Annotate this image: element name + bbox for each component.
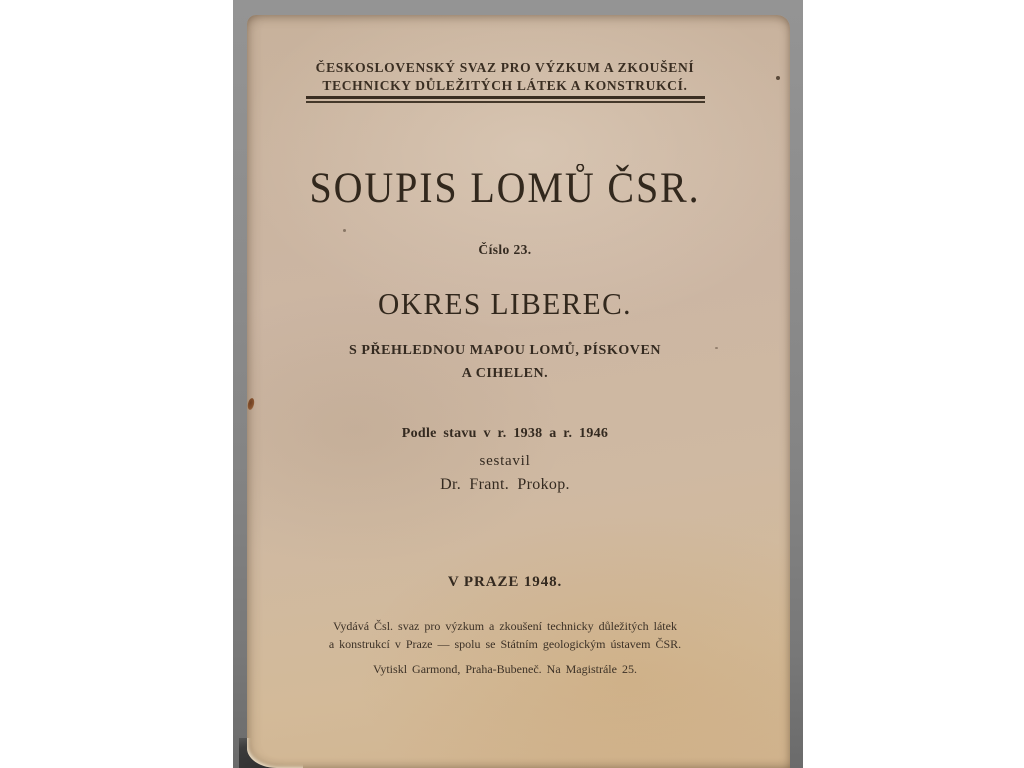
book-photo (233, 0, 803, 768)
district-title: OKRES LIBEREC. (378, 286, 632, 321)
printer-line: Vytiskl Garmond, Praha-Bubeneč. Na Magistrále 25. (373, 662, 637, 676)
cover-text-block (247, 15, 763, 768)
status-note: Podle stavu v r. 1938 a r. 1946 (401, 426, 609, 441)
series-title: SOUPIS LOMŮ ČSR. (309, 165, 701, 212)
booklet-cover (247, 15, 790, 768)
imprint-line2: a konstrukcí v Praze — spolu se Státním geologickým ústavem ČSR. (328, 637, 682, 651)
dust-speck (715, 347, 718, 349)
place-and-year: V PRAZE 1948. (447, 574, 563, 590)
author-name: Dr. Frant. Prokop. (440, 476, 570, 493)
district-subtitle-line1: S PŘEHLEDNOU MAPOU LOMŮ, PÍSKOVEN (348, 343, 662, 358)
district-subtitle-line2: A CIHELEN. (461, 366, 549, 381)
publisher-header-line2: TECHNICKY DŮLEŽITÝCH LÁTEK A KONSTRUKCÍ. (322, 78, 688, 93)
publisher-header (247, 59, 763, 95)
district-subtitle (247, 339, 763, 385)
double-rule (247, 96, 763, 103)
imprint-line1: Vydává Čsl. svaz pro výzkum a zkoušení technicky důležitých látek (333, 619, 677, 633)
compiled-label: sestavil (479, 453, 531, 469)
dust-speck (343, 229, 346, 232)
imprint (247, 617, 763, 653)
issue-number: Číslo 23. (478, 242, 532, 257)
dust-speck (776, 76, 780, 80)
publisher-header-line1: ČESKOSLOVENSKÝ SVAZ PRO VÝZKUM A ZKOUŠENÍ (315, 60, 695, 75)
